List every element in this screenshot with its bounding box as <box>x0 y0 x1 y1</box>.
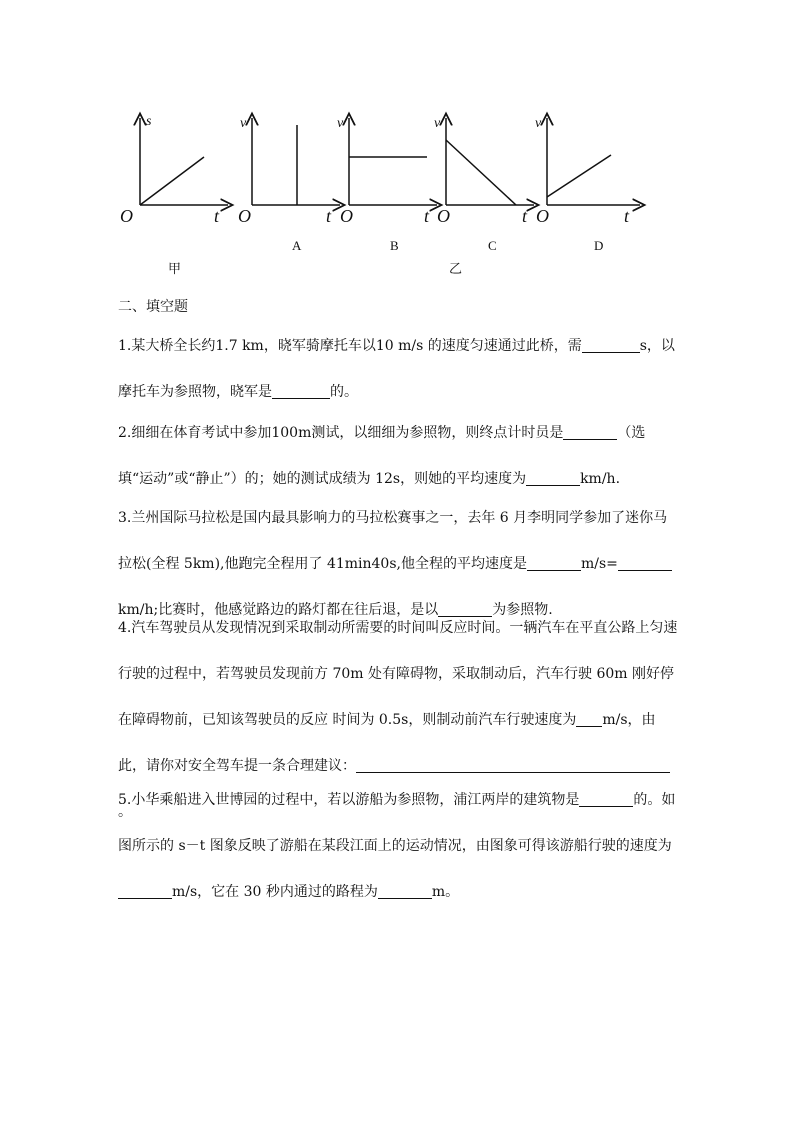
graph-label-yi: 乙 <box>449 261 463 276</box>
answer-blank[interactable] <box>563 423 617 440</box>
graph-d-vt <box>535 116 640 226</box>
answer-blank[interactable] <box>118 882 172 899</box>
question-2-text-b: （选填“运动”或“静止”）的；她的测试成绩为 12s，则她的平均速度为 <box>118 425 646 487</box>
graph-b-vt <box>337 116 437 226</box>
graph-c-vt <box>434 116 534 226</box>
question-4-text-a: 4.汽车驾驶员从发现情况到采取制动所需要的时间叫反应时间。一辆汽车在平直公路上匀速行驶的过程中，若驾驶员发现前方 70m 处有障碍物，采取制动后，汽车行驶 60m 刚好停在障碍物前，已知该驾驶员的反应 时间为 0.5s，则制动前汽车行驶速度为 <box>118 620 678 728</box>
graph-label-c: C <box>488 238 497 253</box>
graph-label-b: B <box>390 238 399 253</box>
section-title: 二、填空题 <box>118 299 188 315</box>
question-1 <box>118 323 678 415</box>
graph-d-axis-t: t <box>624 206 630 226</box>
question-3-text-a: 3.兰州国际马拉松是国内最具影响力的马拉松赛事之一，去年 6 月李明同学参加了迷你马拉松(全程 5km),他跑完全程用了 41min40s,他全程的平均速度是 <box>118 510 668 572</box>
graph-a-origin: O <box>238 206 251 226</box>
graph-b-origin: O <box>340 206 353 226</box>
graph-jia-st <box>120 114 228 226</box>
graph-d-origin: O <box>536 206 549 226</box>
graph-a-axis-v: v <box>240 116 247 131</box>
question-3-text-b: m/s= <box>580 556 618 572</box>
question-4-text-b: m/s，由此，请你对安全驾车提一条合理建议： <box>118 712 656 774</box>
graph-jia-axis-s: s <box>146 114 152 129</box>
answer-blank[interactable] <box>272 382 330 399</box>
graphs-area <box>0 0 794 290</box>
question-3-text-c: km/h;比赛时，他感觉路边的路灯都在往后退，是以 <box>118 602 439 618</box>
question-3-text-d: 为参照物. <box>492 602 553 618</box>
graph-d-line <box>547 155 611 197</box>
graph-jia-line <box>140 157 204 205</box>
question-1-text-a: 1.某大桥全长约1.7 km，晓军骑摩托车以10 m/s 的速度匀速通过此桥，需 <box>118 338 582 354</box>
graph-label-a: A <box>292 238 302 253</box>
answer-blank[interactable] <box>378 882 432 899</box>
question-2 <box>118 410 678 502</box>
question-1-text-b: s，以摩托车为参照物，晓军是 <box>118 338 675 400</box>
graph-jia-origin: O <box>120 206 133 226</box>
answer-blank[interactable] <box>618 554 672 571</box>
question-5-text-d: m。 <box>431 884 460 900</box>
graph-c-axis-v: v <box>434 116 441 131</box>
graph-c-line <box>446 140 516 205</box>
answer-blank[interactable] <box>582 336 640 353</box>
question-2-text-a: 2.细细在体育考试中参加100m测试，以细细为参照物，则终点计时员是 <box>118 425 564 441</box>
graph-a-vt <box>238 116 340 226</box>
graph-d-axis-v: v <box>535 116 542 131</box>
question-5 <box>118 777 678 915</box>
answer-blank[interactable] <box>527 554 581 571</box>
graph-label-jia: 甲 <box>168 261 182 276</box>
answer-blank[interactable] <box>576 710 602 727</box>
graph-a-axis-t: t <box>326 206 332 226</box>
graph-jia-axis-t: t <box>214 206 220 226</box>
answer-blank[interactable] <box>526 469 580 486</box>
answer-blank-suggestion[interactable] <box>356 756 670 773</box>
question-1-text-c: 的。 <box>330 384 358 400</box>
question-5-text-b: 的。如图所示的 s－t 图象反映了游船在某段江面上的运动情况，由图象可得该游船行驶的速度为 <box>118 792 676 854</box>
question-2-text-c: km/h. <box>580 471 621 487</box>
graph-b-axis-v: v <box>337 116 344 131</box>
question-5-text-a: 5.小华乘船进入世博园的过程中，若以游船为参照物，浦江两岸的建筑物是 <box>118 792 580 808</box>
graph-c-axis-t: t <box>522 206 528 226</box>
graph-c-origin: O <box>437 206 450 226</box>
answer-blank[interactable] <box>579 790 633 807</box>
graph-label-d: D <box>594 238 604 253</box>
graph-b-axis-t: t <box>424 206 430 226</box>
question-4-text-c: 。 <box>118 804 132 820</box>
question-5-text-c: m/s，它在 30 秒内通过的路程为 <box>172 884 378 900</box>
